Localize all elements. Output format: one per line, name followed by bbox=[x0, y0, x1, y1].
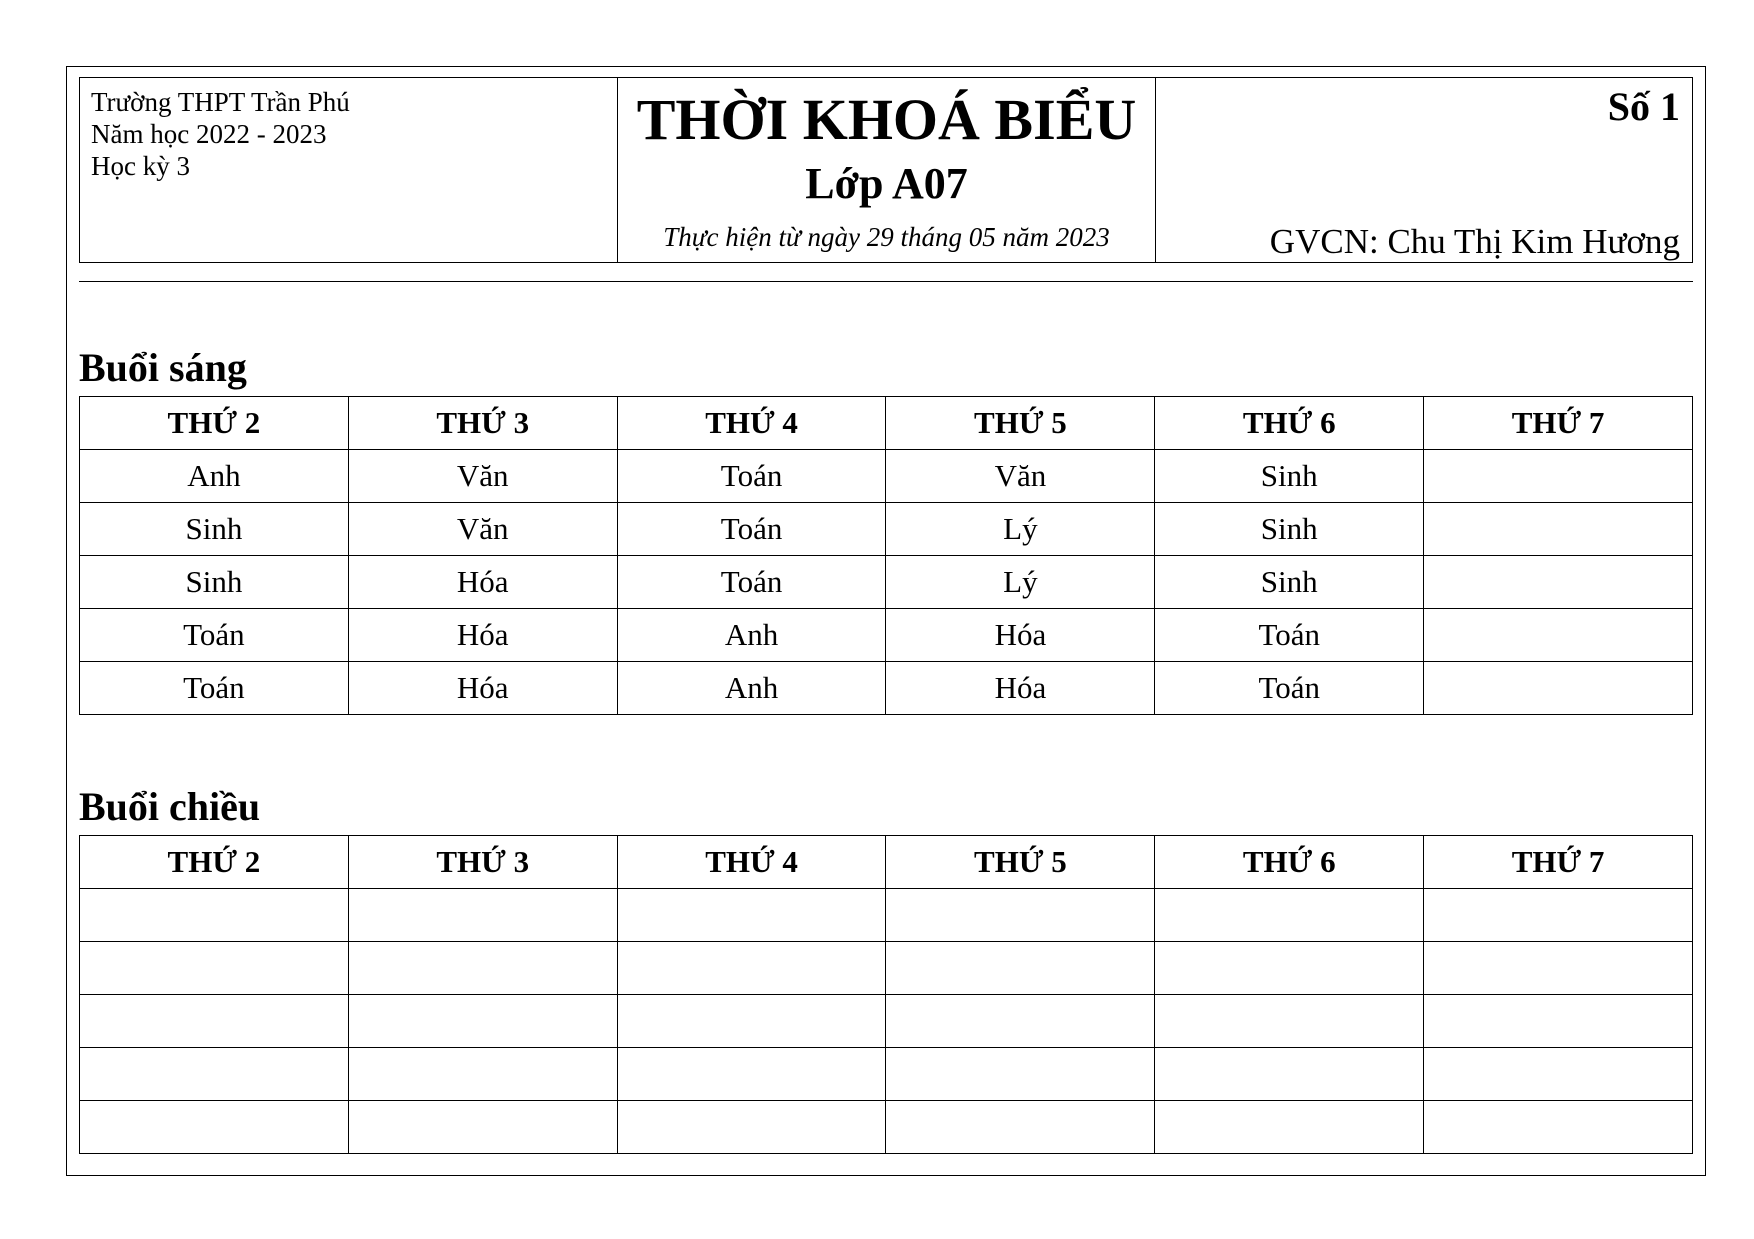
subject-cell: Lý bbox=[886, 556, 1155, 609]
day-header: THỨ 3 bbox=[348, 836, 617, 889]
header-divider bbox=[79, 281, 1693, 282]
table-row bbox=[80, 1101, 1693, 1154]
subject-cell bbox=[886, 942, 1155, 995]
subject-cell bbox=[348, 942, 617, 995]
subject-cell: Anh bbox=[80, 450, 349, 503]
day-header: THỨ 7 bbox=[1424, 836, 1693, 889]
subject-cell bbox=[1424, 1101, 1693, 1154]
subject-cell: Toán bbox=[1155, 609, 1424, 662]
subject-cell: Sinh bbox=[80, 503, 349, 556]
day-header: THỨ 2 bbox=[80, 397, 349, 450]
subject-cell: Hóa bbox=[886, 609, 1155, 662]
table-row bbox=[80, 503, 1693, 556]
subject-cell bbox=[617, 942, 886, 995]
document-info bbox=[1156, 78, 1692, 262]
day-header: THỨ 2 bbox=[80, 836, 349, 889]
table-row bbox=[80, 556, 1693, 609]
table-header-row bbox=[80, 836, 1693, 889]
afternoon-schedule-table bbox=[79, 835, 1693, 1154]
subject-cell: Lý bbox=[886, 503, 1155, 556]
subject-cell: Toán bbox=[617, 450, 886, 503]
subject-cell: Hóa bbox=[348, 556, 617, 609]
timetable-header bbox=[79, 77, 1693, 263]
day-header: THỨ 6 bbox=[1155, 397, 1424, 450]
subject-cell bbox=[1424, 450, 1693, 503]
subject-cell bbox=[1155, 942, 1424, 995]
subject-cell bbox=[1424, 556, 1693, 609]
subject-cell bbox=[1424, 662, 1693, 715]
class-name: Lớp A07 bbox=[805, 159, 968, 208]
subject-cell bbox=[80, 995, 349, 1048]
subject-cell: Hóa bbox=[348, 662, 617, 715]
semester: Học kỳ 3 bbox=[91, 151, 190, 181]
day-header: THỨ 6 bbox=[1155, 836, 1424, 889]
subject-cell: Hóa bbox=[886, 662, 1155, 715]
subject-cell: Anh bbox=[617, 609, 886, 662]
table-header-row bbox=[80, 397, 1693, 450]
subject-cell: Sinh bbox=[80, 556, 349, 609]
subject-cell bbox=[886, 1048, 1155, 1101]
page-title: THỜI KHOÁ BIỂU bbox=[636, 87, 1137, 152]
subject-cell bbox=[1155, 1048, 1424, 1101]
day-header: THỨ 4 bbox=[617, 836, 886, 889]
subject-cell: Sinh bbox=[1155, 503, 1424, 556]
subject-cell bbox=[80, 1101, 349, 1154]
subject-cell bbox=[348, 995, 617, 1048]
subject-cell: Toán bbox=[617, 556, 886, 609]
morning-schedule-table bbox=[79, 396, 1693, 715]
day-header: THỨ 5 bbox=[886, 836, 1155, 889]
subject-cell bbox=[80, 1048, 349, 1101]
day-header: THỨ 7 bbox=[1424, 397, 1693, 450]
subject-cell bbox=[80, 942, 349, 995]
school-info bbox=[80, 78, 618, 262]
morning-title: Buổi sáng bbox=[79, 345, 247, 390]
subject-cell: Văn bbox=[886, 450, 1155, 503]
subject-cell bbox=[1424, 995, 1693, 1048]
school-name: Trường THPT Trần Phú bbox=[91, 87, 350, 117]
document-number: Số 1 bbox=[1607, 84, 1680, 129]
subject-cell bbox=[1424, 1048, 1693, 1101]
subject-cell bbox=[80, 889, 349, 942]
subject-cell: Anh bbox=[617, 662, 886, 715]
day-header: THỨ 3 bbox=[348, 397, 617, 450]
subject-cell bbox=[617, 1048, 886, 1101]
subject-cell: Toán bbox=[617, 503, 886, 556]
subject-cell: Sinh bbox=[1155, 556, 1424, 609]
effective-date: Thực hiện từ ngày 29 tháng 05 năm 2023 bbox=[663, 222, 1110, 252]
subject-cell bbox=[886, 1101, 1155, 1154]
subject-cell bbox=[348, 1101, 617, 1154]
table-row bbox=[80, 1048, 1693, 1101]
subject-cell: Hóa bbox=[348, 609, 617, 662]
table-row bbox=[80, 662, 1693, 715]
title-block bbox=[618, 78, 1156, 262]
day-header: THỨ 5 bbox=[886, 397, 1155, 450]
subject-cell: Văn bbox=[348, 450, 617, 503]
table-row bbox=[80, 995, 1693, 1048]
table-row bbox=[80, 609, 1693, 662]
subject-cell bbox=[1155, 1101, 1424, 1154]
subject-cell bbox=[1424, 942, 1693, 995]
subject-cell bbox=[348, 889, 617, 942]
subject-cell bbox=[1155, 889, 1424, 942]
subject-cell bbox=[886, 995, 1155, 1048]
subject-cell bbox=[1424, 889, 1693, 942]
subject-cell bbox=[1424, 609, 1693, 662]
subject-cell bbox=[617, 889, 886, 942]
subject-cell: Văn bbox=[348, 503, 617, 556]
table-row bbox=[80, 450, 1693, 503]
afternoon-title: Buổi chiều bbox=[79, 784, 261, 829]
subject-cell: Sinh bbox=[1155, 450, 1424, 503]
subject-cell: Toán bbox=[1155, 662, 1424, 715]
subject-cell bbox=[1424, 503, 1693, 556]
school-year: Năm học 2022 - 2023 bbox=[91, 119, 327, 149]
homeroom-teacher: GVCN: Chu Thị Kim Hương bbox=[1269, 222, 1680, 261]
day-header: THỨ 4 bbox=[617, 397, 886, 450]
subject-cell bbox=[348, 1048, 617, 1101]
timetable-page bbox=[66, 66, 1706, 1176]
subject-cell: Toán bbox=[80, 662, 349, 715]
subject-cell bbox=[617, 995, 886, 1048]
subject-cell bbox=[886, 889, 1155, 942]
table-row bbox=[80, 942, 1693, 995]
subject-cell bbox=[1155, 995, 1424, 1048]
subject-cell: Toán bbox=[80, 609, 349, 662]
subject-cell bbox=[617, 1101, 886, 1154]
table-row bbox=[80, 889, 1693, 942]
